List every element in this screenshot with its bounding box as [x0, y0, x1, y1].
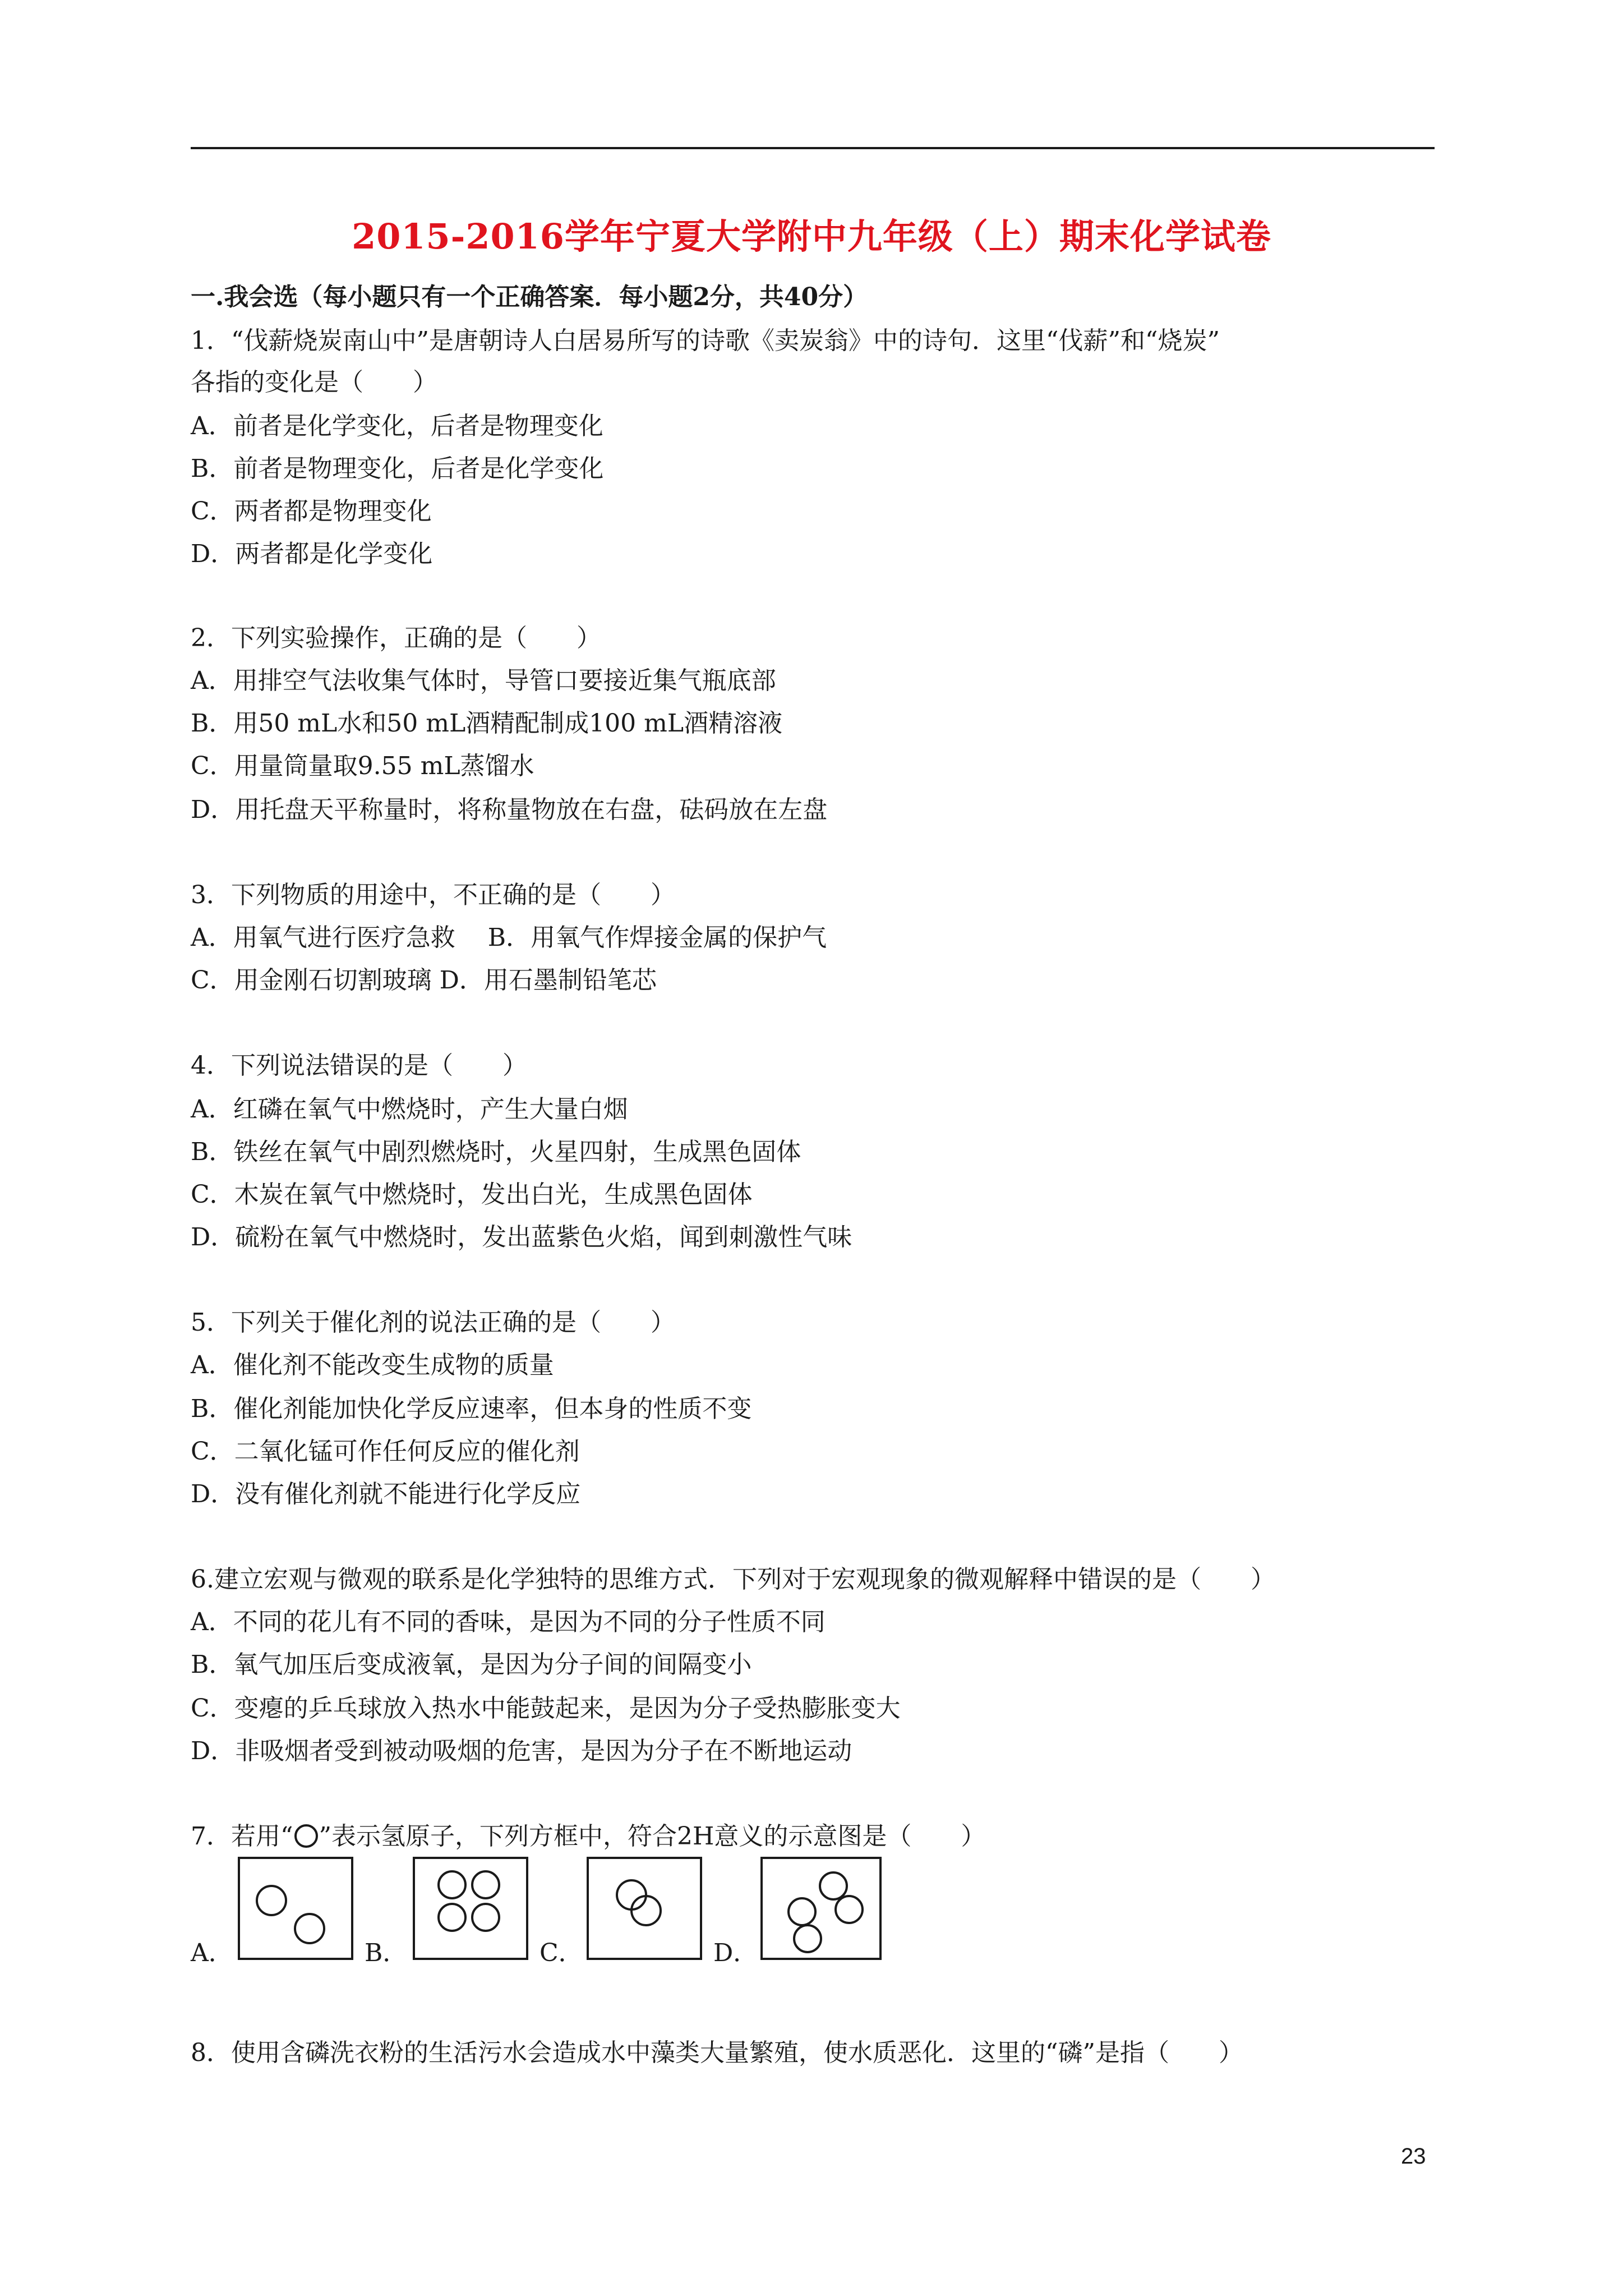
q2-option-b: B．用50 mL水和50 mL酒精配制成100 mL酒精溶液 — [191, 709, 783, 738]
q7-option-d-diagram — [760, 1857, 882, 1960]
q7-option-c-label: C． — [540, 1939, 583, 1967]
q7-stem-after: ”表示氢原子，下列方框中，符合2H意义的示意图是（ ） — [319, 1822, 986, 1851]
q6-option-d: D．非吸烟者受到被动吸烟的危害，是因为分子在不断地运动 — [191, 1737, 852, 1765]
page-number: 23 — [1401, 2144, 1426, 2169]
atom-circle — [820, 1872, 847, 1899]
atom-circle — [472, 1871, 499, 1898]
q7-option-b-diagram — [413, 1857, 528, 1960]
q4-stem: 4．下列说法错误的是（ ） — [191, 1051, 527, 1080]
section-heading: 一.我会选（每小题只有一个正确答案．每小题2分，共40分） — [191, 283, 868, 311]
q1-option-a: A．前者是化学变化，后者是物理变化 — [191, 412, 603, 440]
q4-option-b: B．铁丝在氧气中剧烈燃烧时，火星四射，生成黑色固体 — [191, 1138, 801, 1166]
q2-option-d: D．用托盘天平称量时，将称量物放在右盘，砝码放在左盘 — [191, 795, 828, 824]
q5-option-b: B．催化剂能加快化学反应速率，但本身的性质不变 — [191, 1395, 752, 1423]
q7-option-a-label: A． — [191, 1939, 233, 1967]
q1-option-d: D．两者都是化学变化 — [191, 540, 433, 568]
q3-options-cd: C．用金刚石切割玻璃 D．用石墨制铅笔芯 — [191, 966, 657, 995]
q6-stem: 6.建立宏观与微观的联系是化学独特的思维方式．下列对于宏观现象的微观解释中错误的是（ ） — [191, 1565, 1275, 1594]
atom-circle — [836, 1896, 863, 1923]
q8-stem: 8．使用含磷洗衣粉的生活污水会造成水中藻类大量繁殖，使水质恶化．这里的“磷”是指（ ） — [191, 2039, 1243, 2067]
q6-option-a: A．不同的花儿有不同的香味，是因为不同的分子性质不同 — [191, 1608, 826, 1636]
q5-option-c: C．二氧化锰可作任何反应的催化剂 — [191, 1437, 580, 1466]
atom-circle — [789, 1898, 815, 1925]
exam-title: 2015-2016学年宁夏大学附中九年级（上）期末化学试卷 — [352, 216, 1271, 257]
q6-option-c: C．变瘪的乒乓球放入热水中能鼓起来，是因为分子受热膨胀变大 — [191, 1694, 901, 1723]
q1-stem-line1: 1．“伐薪烧炭南山中”是唐朝诗人白居易所写的诗歌《卖炭翁》中的诗句．这里“伐薪”和“烧炭” — [191, 326, 1220, 355]
atom-circle — [439, 1871, 465, 1898]
q3-stem: 3．下列物质的用途中，不正确的是（ ） — [191, 881, 675, 909]
q7-option-b-label: B． — [365, 1939, 408, 1967]
q7-stem-before: 7．若用“ — [191, 1822, 293, 1851]
q3-options-ab: A．用氧气进行医疗急救 B．用氧气作焊接金属的保护气 — [191, 923, 827, 952]
hydrogen-atom-circle-icon — [294, 1824, 318, 1848]
q7-stem — [191, 1820, 985, 1853]
q2-stem: 2．下列实验操作，正确的是（ ） — [191, 624, 601, 652]
q4-option-c: C．木炭在氧气中燃烧时，发出白光，生成黑色固体 — [191, 1180, 753, 1209]
atom-circle — [257, 1886, 286, 1915]
atom-circle — [439, 1904, 465, 1931]
atom-circle — [295, 1914, 324, 1943]
q1-stem-line2: 各指的变化是（ ） — [191, 368, 437, 397]
q7-option-d-label: D． — [713, 1939, 758, 1967]
q7-option-a-diagram — [238, 1857, 353, 1960]
q4-option-d: D．硫粉在氧气中燃烧时，发出蓝紫色火焰，闻到刺激性气味 — [191, 1223, 852, 1251]
q2-option-a: A．用排空气法收集气体时，导管口要接近集气瓶底部 — [191, 666, 776, 695]
q5-option-d: D．没有催化剂就不能进行化学反应 — [191, 1480, 581, 1508]
q5-stem: 5．下列关于催化剂的说法正确的是（ ） — [191, 1308, 675, 1337]
q7-option-c-diagram — [587, 1857, 702, 1960]
q2-option-c: C．用量筒量取9.55 mL蒸馏水 — [191, 752, 534, 780]
q5-option-a: A．催化剂不能改变生成物的质量 — [191, 1351, 554, 1379]
atom-circle — [794, 1925, 821, 1952]
q6-option-b: B．氧气加压后变成液氧，是因为分子间的间隔变小 — [191, 1650, 752, 1679]
q1-option-c: C．两者都是物理变化 — [191, 497, 432, 526]
q4-option-a: A．红磷在氧气中燃烧时，产生大量白烟 — [191, 1095, 628, 1124]
q7-options — [191, 1857, 920, 1969]
header-rule — [191, 147, 1435, 149]
q1-option-b: B．前者是物理变化，后者是化学变化 — [191, 454, 604, 483]
atom-circle — [472, 1904, 499, 1931]
